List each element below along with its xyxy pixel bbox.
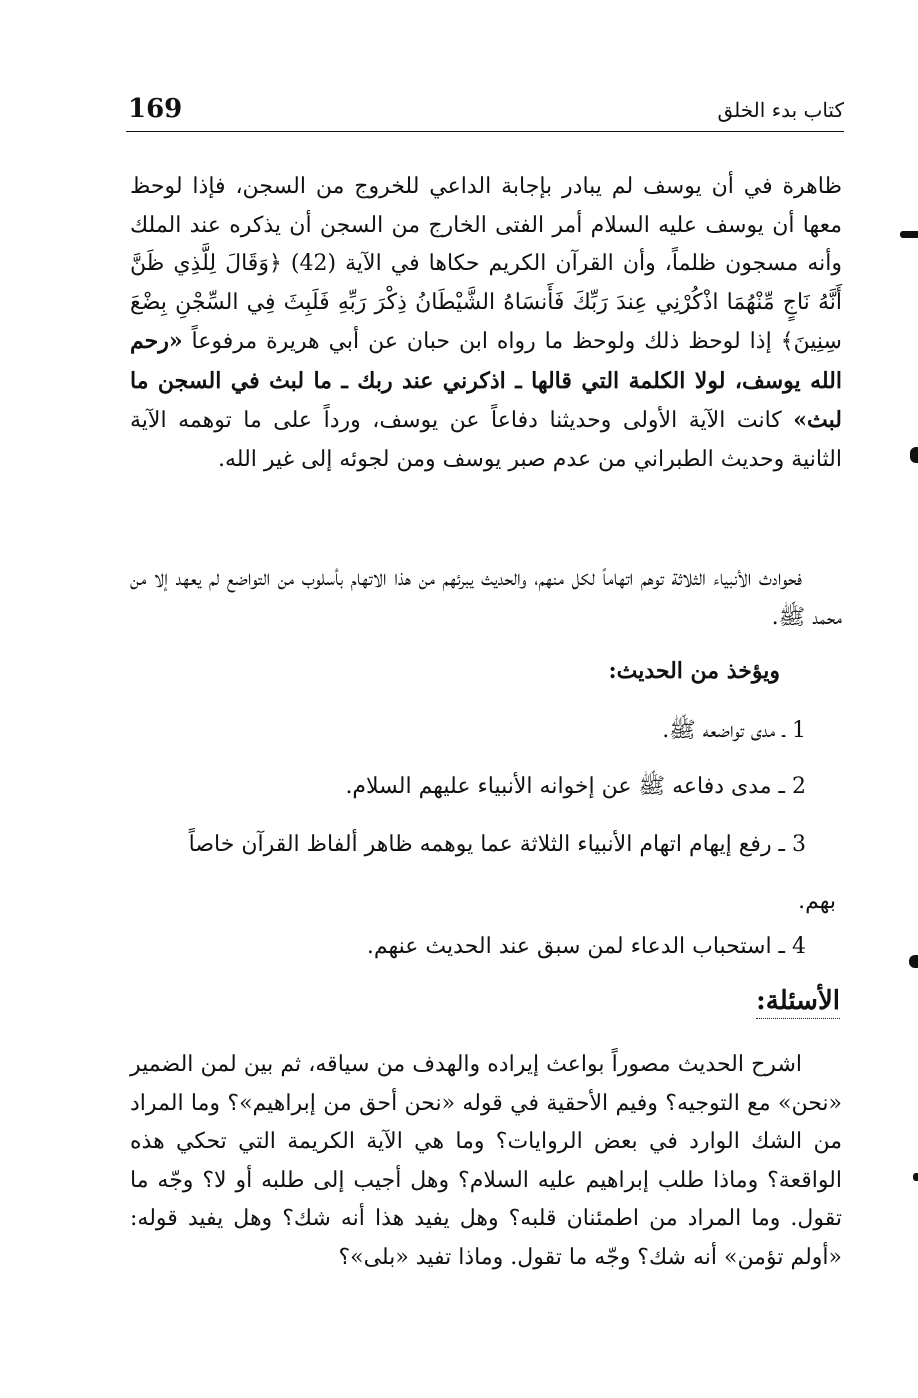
book-title: كتاب بدء الخلق: [717, 98, 844, 122]
benefit-item-2: 2 ـ مدى دفاعه ﷺ عن إخوانه الأنبياء عليهم السلام.: [345, 774, 806, 799]
scan-edge-mark: [909, 955, 918, 968]
scan-edge-mark: [910, 447, 918, 463]
header-rule: [126, 131, 844, 132]
questions-heading: الأسئلة:: [756, 986, 840, 1019]
benefit-item-3-text: 3 ـ رفع إيهام اتهام الأنبياء الثلاثة عما يوهمه ظاهر ألفاظ القرآن خاصاً: [188, 832, 806, 857]
benefit-item-4: 4 ـ استحباب الدعاء لمن سبق عند الحديث عنهم.: [366, 934, 806, 959]
running-header: [128, 92, 844, 132]
paragraph-text: ظاهرة في أن يوسف لم يبادر بإجابة الداعي للخروج من السجن، فإذا لوحظ معها أن يوسف عليه السلام أمر الفتى الخارج من السجن أن يذكره عند الملك وأنه مسجون ظلماً، وأن القرآن الكريم حكاها في الآية (42) ﴿وَقَالَ لِلَّذِي ظَنَّ أَنَّهُ نَاجٍ مِّنْهُمَا اذْكُرْنِي عِندَ رَبِّكَ فَأَنسَاهُ الشَّيْطَانُ ذِكْرَ رَبِّهِ فَلَبِثَ فِي السِّجْنِ بِضْعَ سِنِينَ﴾ إذا لوحظ ذلك ولوحظ ما رواه ابن حبان عن أبي هريرة مرفوعاً: [130, 174, 842, 354]
benefit-item-3: [130, 826, 836, 921]
hadith-quote: «رحم الله يوسف، لولا الكلمة التي قالها ـ اذكرني عند ربك ـ ما لبث في السجن ما لبث»: [130, 328, 842, 433]
page-number: 169: [128, 94, 183, 124]
benefits-heading: ويؤخذ من الحديث:: [608, 658, 780, 684]
paragraph-text-continued: كانت الآية الأولى وحديثنا دفاعاً عن يوسف، ورداً على ما توهمه الآية الثانية وحديث الطبراني من عدم صبر يوسف ومن لجوئه إلى غير الله.: [130, 408, 842, 472]
benefit-item-3-tail: بهم.: [798, 888, 836, 914]
scan-edge-mark: [913, 1173, 918, 1181]
benefit-item-1: 1 ـ مدى تواضعه ﷺ.: [662, 718, 806, 743]
paragraph-yusuf-discussion: [130, 168, 842, 479]
paragraph-prophets-accusation: فحوادث الأنبياء الثلاثة توهم اتهاماً لكل منهم، والحديث يبرئهم من هذا الاتهام بأسلوب من التواضع لم يعهد إلا من محمد ﷺ.: [130, 566, 842, 630]
scan-edge-mark: [900, 231, 918, 238]
questions-paragraph: اشرح الحديث مصوراً بواعث إيراده والهدف من سياقه، ثم بين لمن الضمير «نحن» مع التوجيه؟ وفيم الأحقية في قوله «نحن أحق من إبراهيم»؟ وما المراد من الشك الوارد في بعض الروايات؟ وما هي الآية الكريمة التي تحكي هذه الواقعة؟ وماذا طلب إبراهيم عليه السلام؟ وهل أجيب إلى طلبه أو لا؟ وجّه ما تقول. وما المراد من اطمئنان قلبه؟ وهل يفيد هذا أنه شك؟ وهل يفيد قوله: «أولم تؤمن» أنه شك؟ وجّه ما تقول. وماذا تفيد «بلى»؟: [130, 1052, 842, 1270]
